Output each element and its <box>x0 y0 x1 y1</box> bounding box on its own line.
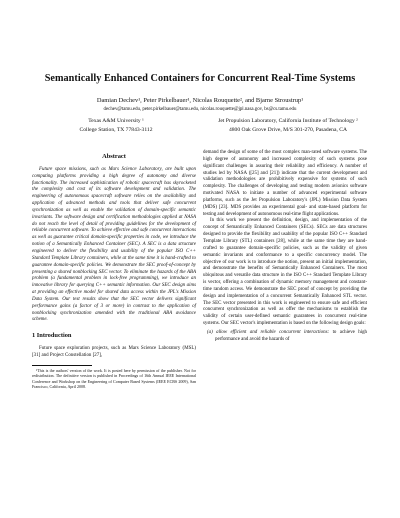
abstract-text: Future space missions, such as Mars Science Laboratory, are built upon computing platforms providing a high degree of autonomy and diverse functionality. The increased sophistication of robotic spacecraft has skyrocketed the complexity and cost of its software development and validation. The engineering of autonomous spacecraft software relies on the availability and application of advanced methods and tools that deliver safe concurrent synchronization as well as enable the validation of domain-specific semantic invariants. The software design and certification methodologies applied at NASA do not reach the level of detail of providing guidelines for the development of reliable concurrent software. To achieve effective and safe concurrent interactions as well as guarantee critical domain-specific properties in code, we introduce the notion of a Semantically Enhanced Container (SEC). A SEC is a data structure engineered to deliver the flexibility and usability of the popular ISO C++ Standard Template Library containers, while at the same time it is hand-crafted to guarantee domain-specific policies. We demonstrate the SEC proof-of-concept by presenting a shared nonblocking SEC vector. To eliminate the hazards of the ABA problem (a fundamental problem in lock-free programming), we introduce an innovative library for querying C++ semantic information. Our SEC design aims at providing an effective model for shared data access within the JPL's Mission Data System. Our test results show that the SEC vector delivers significant performance gains (a factor of 3 or more) in contrast to the application of nonblocking synchronization amended with the traditional ABA avoidance scheme. <box>32 166 196 323</box>
intro-left <box>32 346 196 360</box>
right-column <box>203 150 367 344</box>
affiliation-line: College Station, TX 77843-3112 <box>79 126 153 133</box>
section-heading: 1 Introduction <box>32 332 72 340</box>
list-item-continuation: to achieve high performance and avoid the hazards of <box>215 329 368 342</box>
intro-paragraph: Future space exploration projects, such as Mars Science Laboratory (MSL) [31] and Project Constellation [27], <box>32 346 196 358</box>
left-column <box>32 150 196 389</box>
body-paragraph: In this work we present the definition, design, and implementation of the concept of Semantically Enhanced Containers (SECs). SECs are data structures designed to provide the flexibility and usability of the popular ISO C++ Standard Template Library (STL) containers [28], while at the same time they are hand-crafted to guarantee domain-specific policies, such as the validity of given semantic invariants and conformance to a specific concurrency model. The objective of our work is to introduce the notion, present an initial implementation, and demonstrate the benefits of Semantically Enhanced Containers. The most ubiquitous and versatile data structure in the ISO C++ Standard Template Library is vector, offering a combination of dynamic memory management and constant-time random access. We demonstrate the SEC proof of concept by providing the design and implementation of a concurrent Semantically Enhanced STL vector. The SEC vector presented in this work is engineered to ensure safe and efficient concurrent synchronization as well as offer the mechanisms to establish the validity of certain user-defined semantic guarantees in concurrent real-time systems. Our SEC vector's implementation is based on the following design goals: <box>203 218 367 327</box>
affiliation-line: Texas A&M University ¹ <box>88 118 144 124</box>
affiliation-tamu <box>36 117 196 134</box>
paper-title: Semantically Enhanced Containers for Concurrent Real-Time Systems <box>44 73 356 84</box>
footnote-divider <box>32 365 92 366</box>
affiliation-line: Jet Propulsion Laboratory, California Institute of Technology ² <box>218 118 358 124</box>
body-paragraph: demand the design of some of the most complex man-rated software systems. The high degree of autonomy and increased complexity of such systems pose significant challenges in assuring their reliability and efficiency. A number of studies led by NASA ([25] and [21]) indicate that the current development and validation methodologies are prohibitively expensive for systems of such complexity. The challenges of developing and testing modern avionics software motivated NASA to initiate a number of advanced experimental software platforms, such as the Jet Propulsion Laboratory's (JPL) Mission Data System (MDS) [23]. MDS provides an experimental goal- and state-based platform for testing and development of autonomous real-time flight applications. <box>203 150 367 217</box>
author-list: Damian Dechev¹, Peter Pirkelbauer¹, Nicolas Rouquette², and Bjarne Stroustrup¹ <box>96 97 304 104</box>
affiliation-line: 4800 Oak Grove Drive, M/S 301-270, Pasadena, CA <box>228 126 348 133</box>
abstract-heading: Abstract <box>102 153 126 160</box>
affiliation-jpl <box>198 117 378 134</box>
list-item-text: allow efficient and reliable concurrent interactions: <box>216 329 330 335</box>
footnote-text: ¹This is the authors' version of the work. It is posted here by permission of the publisher. Not for redistribution. The definitive version is published in Proceedings of 16th Annual IEEE International Conference and Workshop on the Engineering of Computer Based Systems (IEEE ECBS 2009), San Francisco, California, April 2008. <box>32 367 196 389</box>
list-item-label: (a) <box>207 329 213 335</box>
author-emails: dechev@tamu.edu, peter.pirkelbauer@tamu.edu, nicolas.rouquette@jpl.nasa.gov, bs@cs.tamu.edu <box>103 107 297 112</box>
abstract <box>32 167 196 324</box>
footnote <box>32 368 196 390</box>
list-item <box>203 330 367 344</box>
